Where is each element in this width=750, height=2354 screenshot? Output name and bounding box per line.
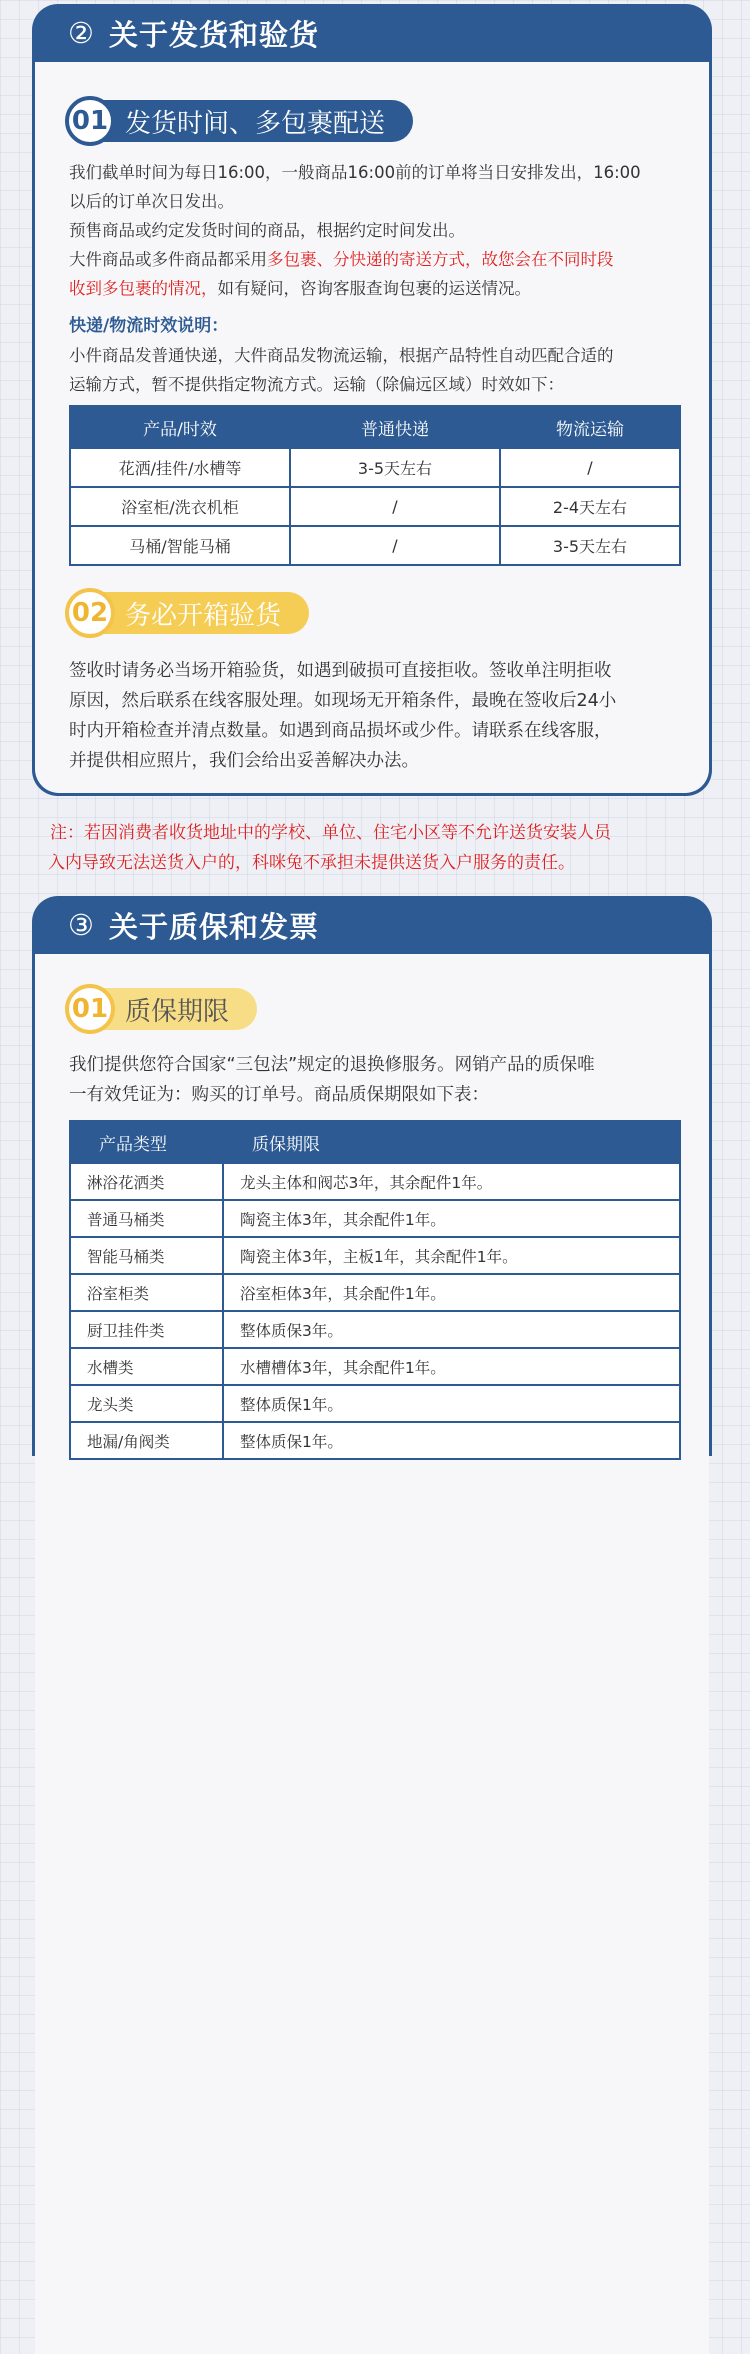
table-row (70, 448, 680, 487)
table-cell: 龙头主体和阀芯3年，其余配件1年。 (223, 1163, 680, 1200)
table-header-row (70, 1121, 680, 1163)
text-line: 小件商品发普通快递，大件商品发物流运输，根据产品特性自动匹配合适的 (69, 346, 614, 365)
text-span: 如有疑问，咨询客服查询包裹的运送情况。 (217, 279, 531, 298)
logistics-block (69, 312, 679, 399)
table-cell: 水槽槽体3年，其余配件1年。 (223, 1348, 680, 1385)
text-line: 以后的订单次日发出。 (69, 192, 234, 211)
delivery-time-table (69, 405, 681, 566)
notice-line: 注：若因消费者收货地址中的学校、单位、住宅小区等不允许送货安装人员 (50, 823, 611, 843)
badge-number: 01 (65, 96, 115, 146)
table-header-cell: 普通快递 (290, 406, 500, 448)
badge-warranty-period (65, 986, 257, 1032)
table-cell: 整体质保1年。 (223, 1385, 680, 1422)
badge-shipping-time (65, 98, 413, 144)
table-cell: 3-5天左右 (290, 448, 500, 487)
text-line: 原因，然后联系在线客服处理。如现场无开箱条件，最晚在签收后24小 (69, 691, 617, 711)
badge-label: 发货时间、多包裹配送 (101, 100, 413, 142)
table-cell: 浴室柜/洗衣机柜 (70, 487, 290, 526)
table-cell: 陶瓷主体3年，主板1年，其余配件1年。 (223, 1237, 680, 1274)
table-cell: 花洒/挂件/水槽等 (70, 448, 290, 487)
table-cell: 浴室柜类 (70, 1274, 223, 1311)
section-shipping-card (32, 4, 712, 796)
table-cell: / (500, 448, 680, 487)
table-row (70, 487, 680, 526)
table-row (70, 1200, 680, 1237)
text-line: 时内开箱检查并清点数量。如遇到商品损坏或少件。请联系在线客服， (69, 721, 612, 741)
table-cell: 整体质保3年。 (223, 1311, 680, 1348)
table-cell: / (290, 526, 500, 565)
section-warranty-card (32, 896, 712, 1456)
table-row (70, 1274, 680, 1311)
table-cell: 马桶/智能马桶 (70, 526, 290, 565)
table-header-cell: 产品/时效 (70, 406, 290, 448)
delivery-notice (50, 818, 710, 878)
section-shipping-header (32, 4, 712, 62)
table-row (70, 1163, 680, 1200)
table-header-cell: 产品类型 (70, 1121, 223, 1163)
text-line: 我们提供您符合国家“三包法”规定的退换修服务。网销产品的质保唯 (69, 1055, 595, 1075)
table-cell: 地漏/角阀类 (70, 1422, 223, 1459)
badge-inspection (65, 590, 309, 636)
table-header-cell: 物流运输 (500, 406, 680, 448)
table-cell: 智能马桶类 (70, 1237, 223, 1274)
table-cell: / (290, 487, 500, 526)
badge-number: 01 (65, 984, 115, 1034)
table-header-cell: 质保期限 (223, 1121, 680, 1163)
inspection-text (69, 656, 679, 776)
table-row (70, 526, 680, 565)
section-warranty-header (32, 896, 712, 954)
badge-number: 02 (65, 588, 115, 638)
table-cell: 3-5天左右 (500, 526, 680, 565)
table-cell: 普通马桶类 (70, 1200, 223, 1237)
highlight-text: 多包裹、分快递的寄送方式，故您会在不同时段 (267, 250, 614, 269)
table-cell: 2-4天左右 (500, 487, 680, 526)
table-cell: 陶瓷主体3年，其余配件1年。 (223, 1200, 680, 1237)
section-number: ② (68, 16, 95, 50)
table-header-row (70, 406, 680, 448)
table-cell: 整体质保1年。 (223, 1422, 680, 1459)
notice-line: 入内导致无法送货入户的，科咪兔不承担未提供送货入户服务的责任。 (48, 853, 575, 873)
table-cell: 水槽类 (70, 1348, 223, 1385)
badge-label: 质保期限 (101, 988, 257, 1030)
text-line: 一有效凭证为：购买的订单号。商品质保期限如下表： (69, 1085, 489, 1105)
table-row (70, 1237, 680, 1274)
text-line: 运输方式，暂不提供指定物流方式。运输（除偏远区域）时效如下： (69, 375, 564, 394)
table-cell: 龙头类 (70, 1385, 223, 1422)
table-cell: 厨卫挂件类 (70, 1311, 223, 1348)
section-warranty-body (35, 954, 709, 2354)
section-shipping-body (35, 62, 709, 793)
table-cell: 浴室柜体3年，其余配件1年。 (223, 1274, 680, 1311)
text-line: 并提供相应照片，我们会给出妥善解决办法。 (69, 751, 419, 771)
text-line (69, 274, 679, 303)
text-span: 大件商品或多件商品都采用 (69, 250, 267, 269)
highlight-text: 收到多包裹的情况， (69, 279, 218, 298)
warranty-intro (69, 1050, 679, 1110)
section-number: ③ (68, 908, 95, 942)
shipping-intro (69, 158, 679, 303)
table-row (70, 1422, 680, 1459)
text-line: 我们截单时间为每日16:00，一般商品16:00前的订单将当日安排发出，16:00 (69, 163, 641, 182)
section-title: 关于质保和发票 (109, 909, 320, 944)
table-cell: 淋浴花洒类 (70, 1163, 223, 1200)
section-title: 关于发货和验货 (109, 17, 320, 52)
table-row (70, 1348, 680, 1385)
warranty-table (69, 1120, 681, 1460)
badge-label: 务必开箱验货 (101, 592, 309, 634)
table-row (70, 1311, 680, 1348)
text-line: 预售商品或约定发货时间的商品，根据约定时间发出。 (69, 221, 465, 240)
text-line (69, 245, 679, 274)
table-row (70, 1385, 680, 1422)
text-line: 签收时请务必当场开箱验货，如遇到破损可直接拒收。签收单注明拒收 (69, 661, 612, 681)
logistics-heading: 快递/物流时效说明： (69, 316, 229, 336)
